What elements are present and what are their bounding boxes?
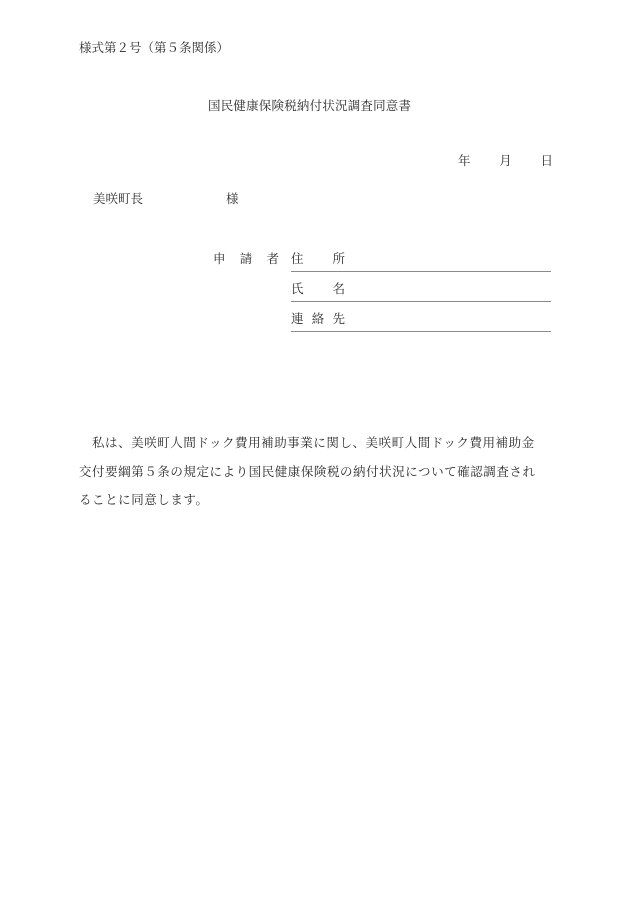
contact-label: 連 絡 先 [291,311,345,326]
consent-line-3: ることに同意します。 [79,492,209,507]
applicant-label [213,253,279,266]
form-number: 様式第２号（第５条関係） [79,40,230,55]
consent-line-1: 私は、美咲町人間ドック費用補助事業に関し、美咲町人間ドック費用補助金 [92,435,535,450]
address-label: 住 所 [291,251,345,266]
addressee-honorific: 様 [226,191,239,206]
year-label: 年 [458,153,471,168]
consent-line-2: 交付要綱第５条の規定により国民健康保険税の納付状況について確認調査され [79,463,536,479]
contact-field[interactable] [291,311,551,332]
month-label: 月 [499,153,512,168]
applicant-char: 申 [213,251,226,266]
document-title: 国民健康保険税納付状況調査同意書 [208,98,412,113]
consent-statement [79,429,553,515]
name-field[interactable] [291,281,551,302]
applicant-char: 請 [239,251,253,266]
day-label: 日 [540,153,553,168]
address-field[interactable] [291,251,551,272]
applicant-char: 者 [266,251,279,266]
date-line [458,155,553,168]
name-label: 氏 名 [291,281,345,296]
addressee-name: 美咲町長 [93,191,144,206]
